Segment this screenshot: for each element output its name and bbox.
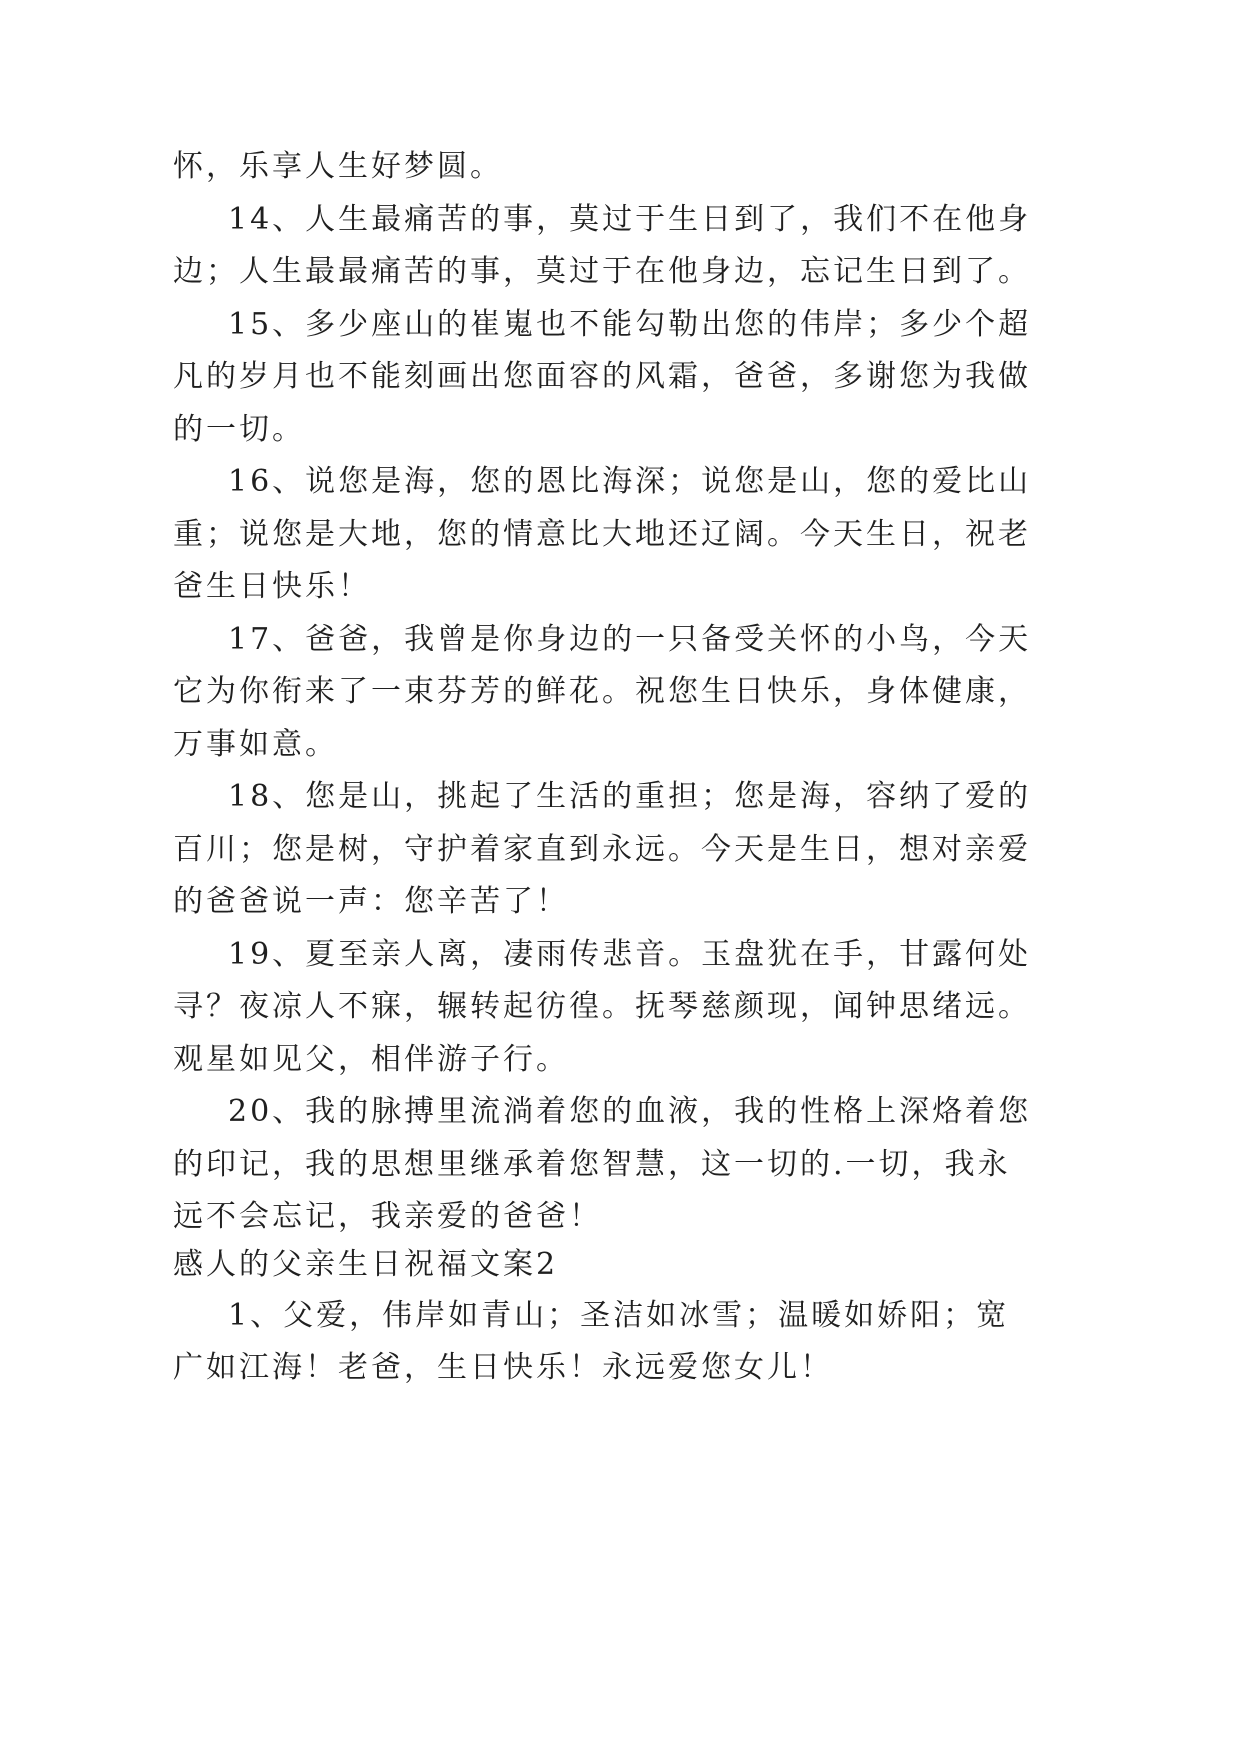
section-heading: 感人的父亲生日祝福文案2 — [173, 1247, 559, 1282]
text-line: 万事如意。 — [173, 727, 338, 762]
paragraph-1-start: 1、父爱，伟岸如青山；圣洁如冰雪；温暖如娇阳；宽 — [228, 1298, 1010, 1333]
text-line: 重；说您是大地，您的情意比大地还辽阔。今天生日，祝老 — [173, 517, 1031, 552]
paragraph-18-start: 18、您是山，挑起了生活的重担；您是海，容纳了爱的 — [228, 779, 1032, 814]
text-line: 它为你衔来了一束芬芳的鲜花。祝您生日快乐，身体健康， — [173, 674, 1031, 709]
text-line: 的印记，我的思想里继承着您智慧，这一切的.一切，我永 — [173, 1147, 1011, 1182]
paragraph-16-start: 16、说您是海，您的恩比海深；说您是山，您的爱比山 — [228, 464, 1032, 499]
paragraph-20-start: 20、我的脉搏里流淌着您的血液，我的性格上深烙着您 — [228, 1094, 1032, 1129]
text-line: 怀，乐享人生好梦圆。 — [173, 149, 503, 184]
text-line: 百川；您是树，守护着家直到永远。今天是生日，想对亲爱 — [173, 832, 1031, 867]
text-line: 边；人生最最痛苦的事，莫过于在他身边，忘记生日到了。 — [173, 254, 1031, 289]
text-line: 的爸爸说一声：您辛苦了！ — [173, 884, 569, 919]
text-line: 广如江海！老爸，生日快乐！永远爱您女儿！ — [173, 1350, 833, 1385]
paragraph-14-start: 14、人生最痛苦的事，莫过于生日到了，我们不在他身 — [228, 202, 1032, 237]
text-line: 远不会忘记，我亲爱的爸爸！ — [173, 1199, 602, 1234]
text-line: 的一切。 — [173, 412, 305, 447]
paragraph-15-start: 15、多少座山的崔嵬也不能勾勒出您的伟岸；多少个超 — [228, 307, 1032, 342]
text-line: 爸生日快乐！ — [173, 569, 371, 604]
text-line: 寻？夜凉人不寐，辗转起彷徨。抚琴慈颜现，闻钟思绪远。 — [173, 989, 1031, 1024]
text-line: 观星如见父，相伴游子行。 — [173, 1042, 569, 1077]
text-line: 凡的岁月也不能刻画出您面容的风霜，爸爸，多谢您为我做 — [173, 359, 1031, 394]
paragraph-19-start: 19、夏至亲人离，凄雨传悲音。玉盘犹在手，甘露何处 — [228, 937, 1032, 972]
paragraph-17-start: 17、爸爸，我曾是你身边的一只备受关怀的小鸟，今天 — [228, 622, 1032, 657]
